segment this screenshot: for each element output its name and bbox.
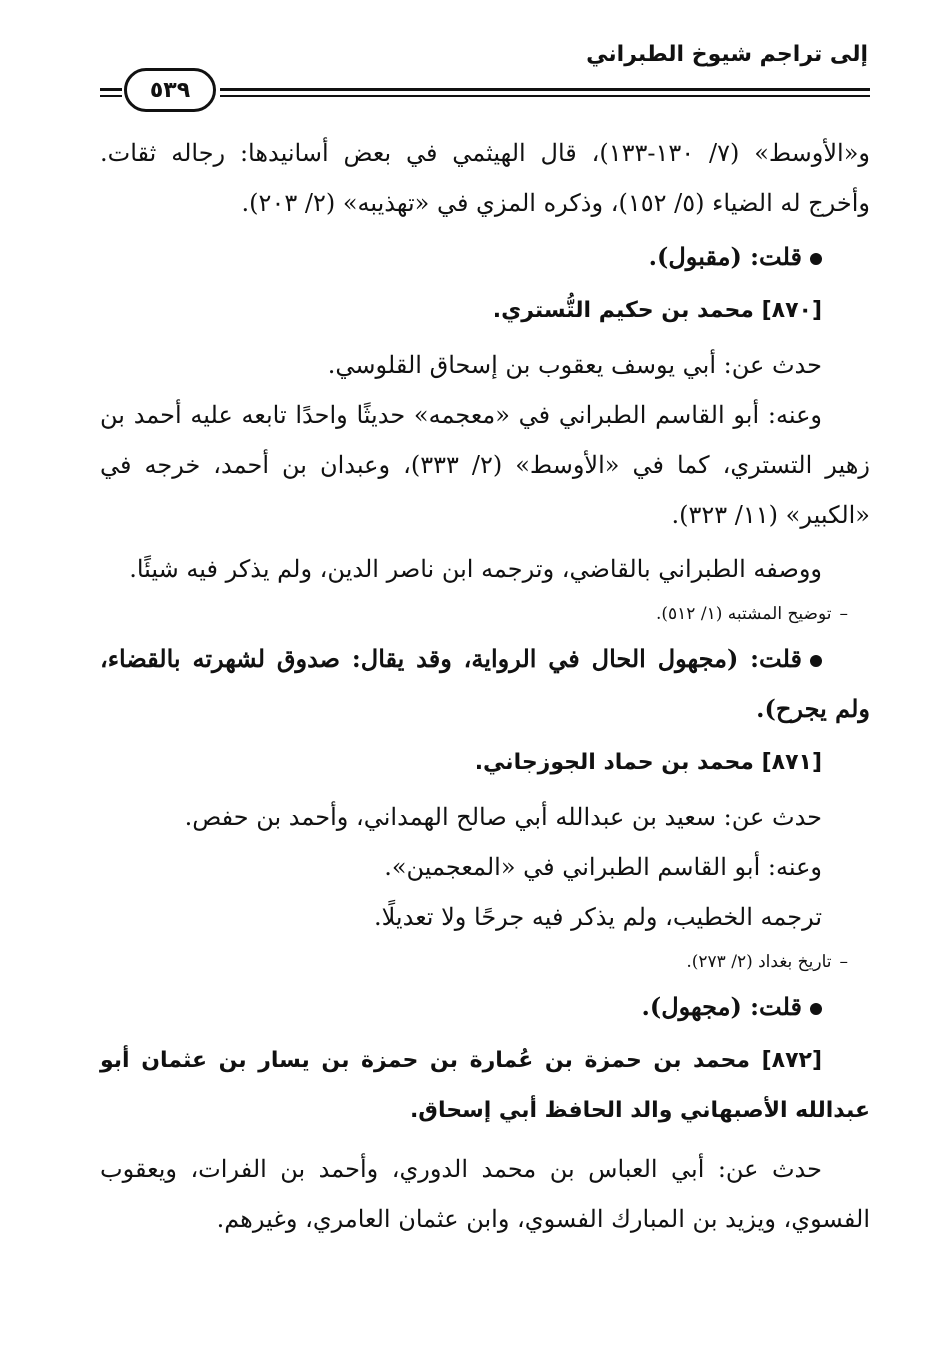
entry-heading-872: [٨٧٢] محمد بن حمزة بن عُمارة بن حمزة بن يسار بن عثمان أبو عبدالله الأصبهاني والد الحافظ أبي إسحاق. [100,1048,870,1123]
header-rule-thick [220,88,870,91]
source-reference-text: توضيح المشتبه (١/ ٥١٢). [656,604,832,624]
source-reference-text: تاريخ بغداد (٢/ ٢٧٣). [686,952,832,972]
verdict-label: قلت: [750,644,803,673]
paragraph-narrated-by: وعنه: أبو القاسم الطبراني في «المعجمين». [384,853,822,881]
dash-icon: – [839,604,848,624]
source-reference [100,942,848,982]
verdict-line [100,982,870,1032]
header-rule-left-thin [100,95,122,97]
verdict-text: (مجهول الحال في الرواية، وقد يقال: صدوق لشهرته بالقضاء، ولم يجرح). [100,644,870,723]
verdict-line [100,232,870,282]
dash-icon: – [839,952,848,972]
verdict-label: قلت: [750,242,802,271]
paragraph-description: ترجمه الخطيب، ولم يذكر فيه جرحًا ولا تعديلًا. [373,903,822,931]
page-body [100,128,870,1244]
entry-heading-870: [٨٧٠] محمد بن حكيم التُّستري. [492,298,822,323]
verdict-line [100,634,870,734]
paragraph-narrated-from: حدث عن: سعيد بن عبدالله أبي صالح الهمداني، وأحمد بن حفص. [184,803,822,831]
verdict-text: (مجهول). [641,992,742,1021]
verdict-label: قلت: [750,992,802,1021]
page-header [100,38,870,110]
paragraph-description: ووصفه الطبراني بالقاضي، وترجمه ابن ناصر الدين، ولم يذكر فيه شيئًا. [129,555,822,583]
running-title: إلى تراجم شيوخ الطبراني [586,42,868,67]
paragraph-narrated-from: حدث عن: أبي العباس بن محمد الدوري، وأحمد بن الفرات، ويعقوب الفسوي، ويزيد بن المبارك الفسوي، وابن عثمان العامري، وغيرهم. [100,1155,870,1233]
entry-heading-871: [٨٧١] محمد بن حماد الجوزجاني. [474,750,822,775]
bullet-icon [810,1003,822,1015]
source-reference [100,594,848,634]
header-rule-thin [220,95,870,97]
bullet-icon [810,655,822,667]
page-number-badge: ٥٣٩ [124,68,216,112]
verdict-text: (مقبول). [648,242,742,271]
bullet-icon [810,253,822,265]
paragraph-narrated-from: حدث عن: أبي يوسف يعقوب بن إسحاق القلوسي. [327,351,822,379]
paragraph-narrated-by: وعنه: أبو القاسم الطبراني في «معجمه» حديثًا واحدًا تابعه عليه أحمد بن زهير التستري، كما في «الأوسط» (٢/ ٣٣٣)، وعبدان بن أحمد، خرجه في «الكبير» (١١/ ٣٢٣). [100,401,870,529]
header-rule-left-thick [100,88,122,91]
paragraph-continuation: و«الأوسط» (٧/ ١٣٠-١٣٣)، قال الهيثمي في بعض أسانيدها: رجاله ثقات. وأخرج له الضياء (٥/ ١٥٢)، وذكره المزي في «تهذيبه» (٢/ ٢٠٣). [100,139,870,217]
